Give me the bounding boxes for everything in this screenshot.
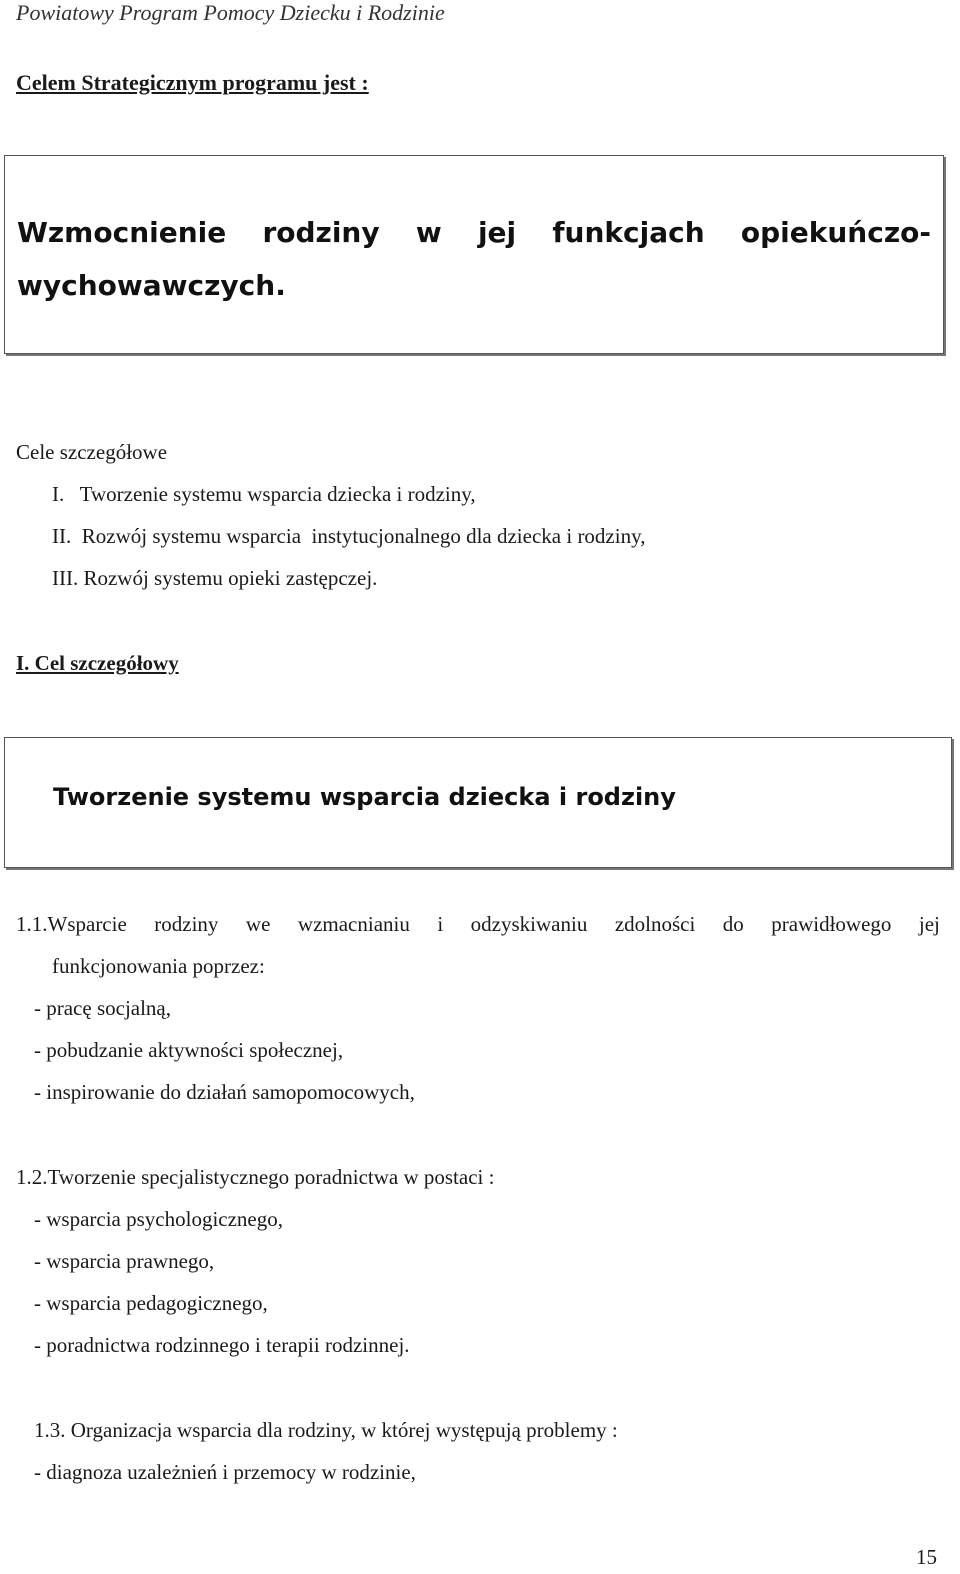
list-item: - wsparcia prawnego, (34, 1249, 215, 1273)
section-title: Tworzenie systemu wsparcia dziecka i rodziny (53, 783, 676, 811)
point-1-1-continuation: funkcjonowania poprzez: (52, 954, 265, 978)
point-1-1-line (16, 912, 940, 937)
word: jej (918, 912, 940, 936)
word: do (722, 912, 744, 936)
word: wzmacnianiu (297, 912, 410, 936)
detailed-goal-item: I. Tworzenie systemu wsparcia dziecka i rodziny, (52, 482, 476, 506)
list-item: - pobudzanie aktywności społecznej, (34, 1038, 344, 1062)
word: opiekuńczo- (740, 216, 931, 249)
detailed-goal-item: III. Rozwój systemu opieki zastępczej. (52, 566, 378, 590)
strategic-goal-text (17, 206, 931, 312)
word: rodziny (154, 912, 219, 936)
word: jej (477, 216, 517, 249)
list-item: - inspirowanie do działań samopomocowych, (34, 1080, 415, 1104)
word: funkcjach (552, 216, 705, 249)
strategic-goal-box (4, 155, 944, 354)
detailed-goal-item: II. Rozwój systemu wsparcia instytucjonalnego dla dziecka i rodziny, (52, 524, 646, 548)
word: 1.1.Wsparcie (16, 912, 127, 936)
page-number: 15 (916, 1545, 937, 1569)
strategic-goal-line-2: wychowawczych. (17, 269, 286, 302)
word: Wzmocnienie (17, 216, 227, 249)
section-title-box (4, 737, 952, 868)
word: zdolności (614, 912, 696, 936)
page-header: Powiatowy Program Pomocy Dziecku i Rodzinie (16, 0, 445, 25)
strategic-goal-heading: Celem Strategicznym programu jest : (16, 70, 369, 95)
word: odzyskiwaniu (470, 912, 588, 936)
strategic-goal-line-1 (17, 206, 931, 259)
word: prawidłowego (771, 912, 892, 936)
list-item: - pracę socjalną, (34, 996, 172, 1020)
section-heading: I. Cel szczegółowy (16, 651, 179, 675)
list-item: - wsparcia pedagogicznego, (34, 1291, 268, 1315)
list-item: - diagnoza uzależnień i przemocy w rodzinie, (34, 1460, 416, 1484)
list-item: - poradnictwa rodzinnego i terapii rodzinnej. (34, 1333, 410, 1357)
point-1-3-heading: 1.3. Organizacja wsparcia dla rodziny, w której występują problemy : (34, 1418, 618, 1442)
word: we (245, 912, 271, 936)
word: i (437, 912, 444, 936)
word: rodziny (262, 216, 380, 249)
list-item: - wsparcia psychologicznego, (34, 1207, 283, 1231)
point-1-2-heading: 1.2.Tworzenie specjalistycznego poradnictwa w postaci : (16, 1165, 495, 1189)
detailed-goals-heading: Cele szczegółowe (16, 440, 168, 464)
word: w (415, 216, 442, 249)
